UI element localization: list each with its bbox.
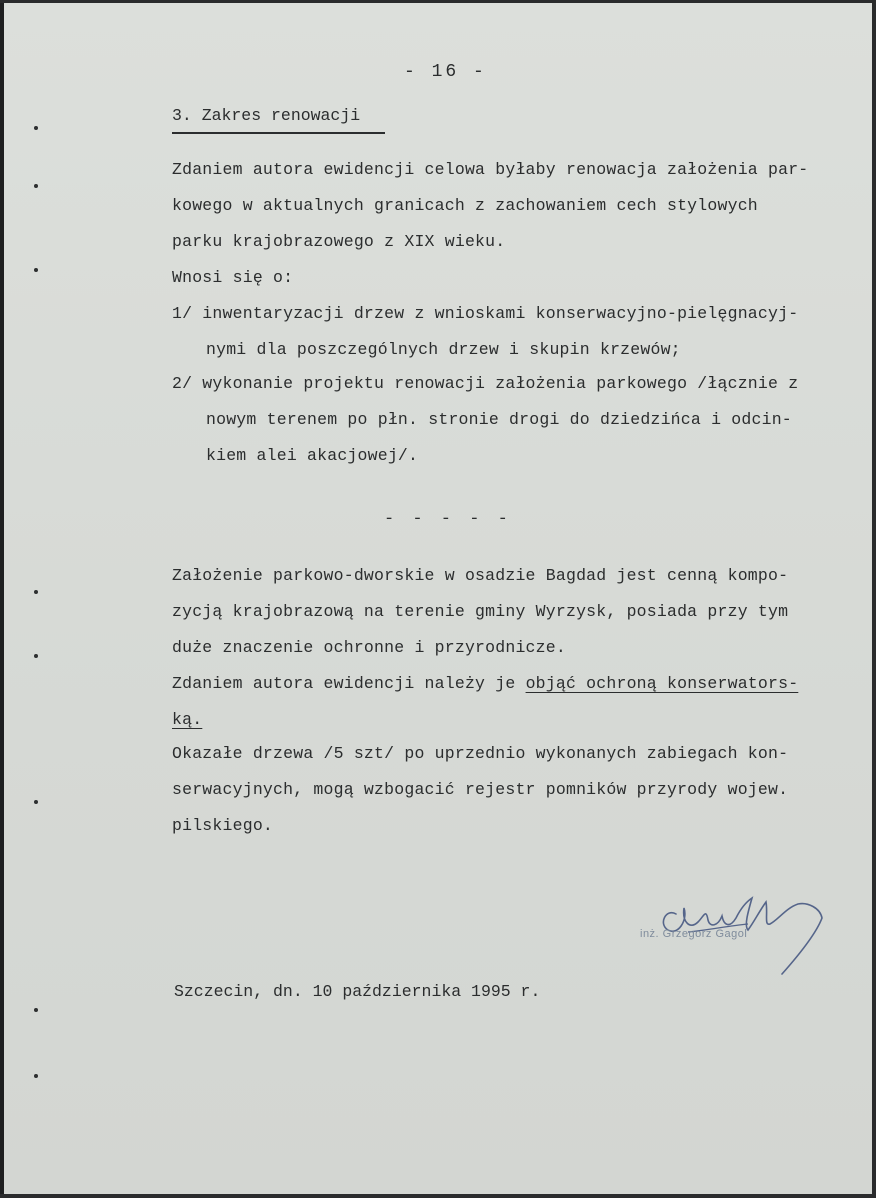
trees-line: pilskiego. <box>172 816 274 835</box>
protection-sentence <box>172 674 798 693</box>
list-item-2: 2/ wykonanie projektu renowacji założenia parkowego /łącznie z <box>172 374 799 393</box>
protection-sentence-prefix: Zdaniem autora ewidencji należy je <box>172 674 526 693</box>
binding-mark <box>34 126 38 130</box>
protection-sentence-cont <box>172 710 202 729</box>
section-heading: 3. Zakres renowacji <box>172 106 361 125</box>
heading-underline <box>172 132 385 134</box>
scan-left-border <box>0 0 4 1198</box>
section-separator: - - - - - <box>384 510 512 529</box>
trees-line: Okazałe drzewa /5 szt/ po uprzednio wykonanych zabiegach kon- <box>172 744 789 763</box>
request-intro: Wnosi się o: <box>172 268 294 287</box>
paragraph-line: parku krajobrazowego z XIX wieku. <box>172 232 506 251</box>
binding-mark <box>34 1008 38 1012</box>
binding-mark <box>34 590 38 594</box>
binding-mark <box>34 184 38 188</box>
binding-mark <box>34 654 38 658</box>
scan-right-border <box>872 0 876 1198</box>
binding-mark <box>34 268 38 272</box>
list-item-2-cont: kiem alei akacjowej/. <box>206 446 419 465</box>
list-item-2-cont: nowym terenem po płn. stronie drogi do dziedzińca i odcin- <box>206 410 792 429</box>
conclusion-line: zycją krajobrazową na terenie gminy Wyrzysk, posiada przy tym <box>172 602 789 621</box>
scan-top-border <box>0 0 876 3</box>
conclusion-line: duże znaczenie ochronne i przyrodnicze. <box>172 638 566 657</box>
list-item-1-cont: nymi dla poszczególnych drzew i skupin krzewów; <box>206 340 681 359</box>
paragraph-line: Zdaniem autora ewidencji celowa byłaby renowacja założenia par- <box>172 160 809 179</box>
conclusion-line: Założenie parkowo-dworskie w osadzie Bagdad jest cenną kompo- <box>172 566 789 585</box>
signature-stamp: inż. Grzegorz Gagol <box>640 928 748 940</box>
place-and-date: Szczecin, dn. 10 października 1995 r. <box>174 982 541 1001</box>
binding-mark <box>34 800 38 804</box>
binding-mark <box>34 1074 38 1078</box>
scan-bottom-border <box>0 1194 876 1198</box>
list-item-1: 1/ inwentaryzacji drzew z wnioskami konserwacyjno-pielęgnacyj- <box>172 304 799 323</box>
trees-line: serwacyjnych, mogą wzbogacić rejestr pomników przyrody wojew. <box>172 780 789 799</box>
page-number: - 16 - <box>404 62 487 82</box>
paragraph-line: kowego w aktualnych granicach z zachowaniem cech stylowych <box>172 196 758 215</box>
protection-emphasis-end: ką. <box>172 710 203 729</box>
protection-emphasis: objąć ochroną konserwators- <box>525 674 799 693</box>
